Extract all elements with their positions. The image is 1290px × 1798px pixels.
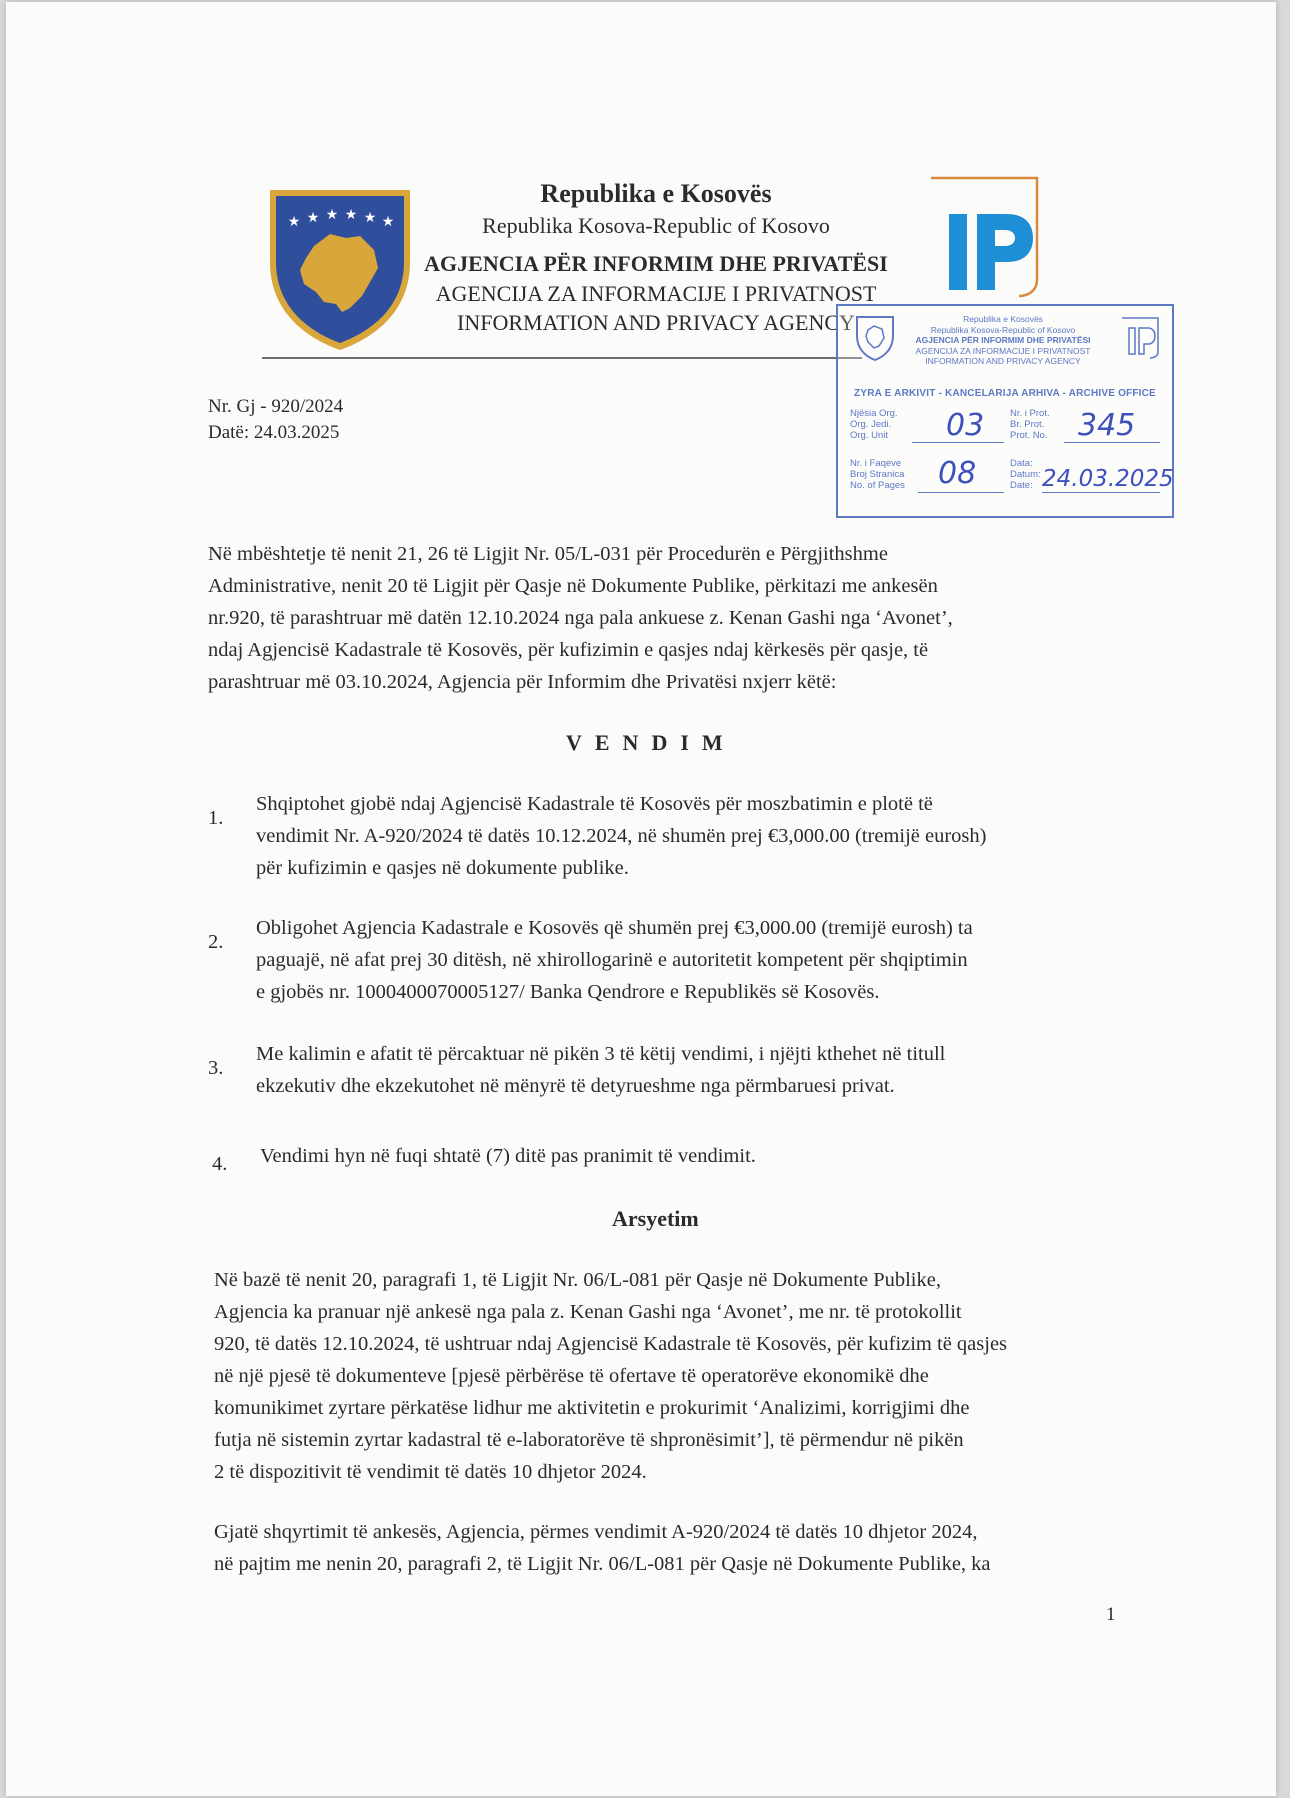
text-line: në pajtim me nenin 20, paragrafi 2, të Ligjit Nr. 06/L-081 për Qasje në Dokumente Publike, ka — [214, 1553, 991, 1575]
header-divider — [262, 357, 862, 359]
document-page — [6, 2, 1276, 1796]
stamp-label-line: Date: — [1010, 480, 1033, 491]
stamp-label-line: Data: — [1010, 458, 1033, 469]
svg-text:★: ★ — [287, 214, 301, 230]
stamp-emblem-icon — [854, 314, 896, 362]
stamp-label-line: Njësia Org. — [850, 408, 898, 419]
svg-text:★: ★ — [325, 207, 339, 223]
svg-text:★: ★ — [363, 210, 377, 226]
stamp-label-line: Datum: — [1010, 469, 1041, 480]
header-agency-albanian: AGJENCIA PËR INFORMIM DHE PRIVATËSI — [424, 251, 888, 276]
intro-paragraph — [208, 538, 1112, 698]
stamp-pages-line — [918, 492, 1004, 493]
point-text — [256, 788, 1112, 884]
reference-number: Nr. Gj - 920/2024 — [208, 396, 344, 417]
text-line: Në mbështetje të nenit 21, 26 të Ligjit Nr. 05/L-031 për Procedurën e Përgjithshme — [208, 543, 888, 565]
stamp-header-line: INFORMATION AND PRIVACY AGENCY — [925, 356, 1081, 366]
text-line: për kufizimin e qasjes në dokumente publike. — [256, 857, 629, 879]
text-line: paguajë, në afat prej 30 ditësh, në xhirollogarinë e autoritetit kompetent për shqiptimin — [256, 949, 968, 971]
header-republic-translations: Republika Kosova-Republic of Kosovo — [482, 213, 830, 238]
stamp-header — [898, 314, 1108, 367]
stamp-date-value: 24.03.2025 — [1042, 466, 1174, 492]
reasoning-paragraph — [214, 1516, 1116, 1580]
text-line: komunikimet zyrtare përkatëse lidhur me aktivitetin e prokurimit ‘Analizimi, korrigjimi dhe — [214, 1397, 970, 1419]
text-line: në një pjesë të dokumenteve [pjesë përbërëse të ofertave të operatorëve ekonomikë dhe — [214, 1365, 929, 1387]
text-line: Shqiptohet gjobë ndaj Agjencisë Kadastrale të Kosovës për moszbatimin e plotë të — [256, 793, 933, 815]
stamp-header-line: Republika e Kosovës — [963, 314, 1043, 324]
text-line: 920, të datës 12.10.2024, të ushtruar ndaj Agjencisë Kadastrale të Kosovës, për kufizim të qasjes — [214, 1333, 1008, 1355]
stamp-date-line — [1042, 492, 1160, 493]
stamp-pages-value: 08 — [938, 456, 977, 491]
text-line: Vendimi hyn në fuqi shtatë (7) ditë pas pranimit të vendimit. — [260, 1145, 756, 1167]
stamp-label-line: No. of Pages — [850, 480, 905, 491]
text-line: vendimit Nr. A-920/2024 të datës 10.12.2024, në shumën prej €3,000.00 (tremijë eurosh) — [256, 825, 987, 847]
stamp-label-line: Org. Jedi. — [850, 419, 892, 430]
text-line: Administrative, nenit 20 të Ligjit për Qasje në Dokumente Publike, përkitazi me ankesën — [208, 575, 938, 597]
reference-date: Datë: 24.03.2025 — [208, 422, 340, 443]
stamp-label-line: Br. Prot. — [1010, 419, 1045, 430]
text-line: nr.920, të parashtruar më datën 12.10.2024 nga pala ankuese z. Kenan Gashi nga ‘Avonet’, — [208, 607, 953, 629]
stamp-label-line: Prot. No. — [1010, 430, 1048, 441]
text-line: Agjencia ka pranuar një ankesë nga pala z. Kenan Gashi nga ‘Avonet’, me nr. të protokollit — [214, 1301, 962, 1323]
archive-stamp — [836, 304, 1174, 518]
stamp-ip-logo-icon — [1118, 314, 1162, 362]
text-line: Me kalimin e afatit të përcaktuar në pikën 3 të këtij vendimi, i njëjti kthehet në titull — [256, 1043, 946, 1065]
decision-title: VENDIM — [566, 730, 736, 755]
text-line: e gjobës nr. 1000400070005127/ Banka Qendrore e Republikës së Kosovës. — [256, 981, 880, 1003]
text-line: ndaj Agjencisë Kadastrale të Kosovës, për kufizimin e qasjes ndaj kërkesës për qasje, të — [208, 639, 929, 661]
stamp-date-label — [1010, 458, 1041, 491]
stamp-header-line: AGJENCIA PËR INFORMIM DHE PRIVATËSI — [915, 335, 1091, 345]
stamp-header-line: Republika Kosova-Republic of Kosovo — [930, 324, 1076, 335]
point-number: 4. — [212, 1153, 228, 1175]
kosovo-emblem-icon — [262, 184, 418, 352]
point-number: 2. — [208, 931, 224, 953]
text-line: 2 të dispozitivit të vendimit të datës 10 dhjetor 2024. — [214, 1461, 647, 1483]
point-text — [256, 1038, 1112, 1102]
stamp-label-line: Nr. i Faqeve — [850, 458, 902, 469]
ip-agency-logo-icon — [921, 172, 1051, 302]
page-number: 1 — [1106, 1604, 1116, 1625]
stamp-office-title: ZYRA E ARKIVIT - KANCELARIJA ARHIVA - ARCHIVE OFFICE — [854, 388, 1156, 399]
stamp-pages-label — [850, 458, 905, 491]
text-line: Gjatë shqyrtimit të ankesës, Agjencia, përmes vendimit A-920/2024 të datës 10 dhjetor 2024, — [214, 1521, 978, 1543]
stamp-label-line: Org. Unit — [850, 430, 889, 441]
text-line: Obligohet Agjencia Kadastrale e Kosovës që shumën prej €3,000.00 (tremijë eurosh) ta — [256, 917, 973, 939]
header-republic: Republika e Kosovës — [540, 179, 772, 208]
stamp-org-label — [850, 408, 898, 441]
text-line: ekzekutiv dhe ekzekutohet në mënyrë të detyrueshme nga përmbaruesi privat. — [256, 1075, 895, 1097]
text-line: Në bazë të nenit 20, paragrafi 1, të Ligjit Nr. 06/L-081 për Qasje në Dokumente Publike, — [214, 1269, 941, 1291]
stamp-prot-label — [1010, 408, 1050, 441]
svg-text:★: ★ — [381, 214, 395, 230]
point-number: 3. — [208, 1057, 224, 1079]
header-agency-serbian: AGENCIJA ZA INFORMACIJE I PRIVATNOST — [435, 281, 877, 306]
svg-text:★: ★ — [344, 207, 358, 223]
point-text — [256, 912, 1112, 1008]
reasoning-paragraph — [214, 1264, 1116, 1488]
document-reference — [208, 394, 343, 446]
point-number: 1. — [208, 807, 224, 829]
stamp-label-line: Nr. i Prot. — [1010, 408, 1050, 419]
stamp-header-line: AGENCIJA ZA INFORMACIJE I PRIVATNOST — [915, 345, 1091, 356]
svg-text:★: ★ — [306, 210, 320, 226]
point-text — [260, 1140, 1112, 1172]
reasoning-title: Arsyetim — [612, 1206, 699, 1231]
stamp-prot-value: 345 — [1078, 408, 1136, 443]
text-line: futja në sistemin zyrtar kadastral të e-laboratorëve të shpronësimit’], të përmendur në pikën — [214, 1429, 964, 1451]
stamp-org-value: 03 — [946, 408, 985, 443]
stamp-label-line: Broj Stranica — [850, 469, 905, 480]
header-agency-english: INFORMATION AND PRIVACY AGENCY — [457, 310, 855, 335]
text-line: parashtruar më 03.10.2024, Agjencia për Informim dhe Privatësi nxjerr këtë: — [208, 671, 837, 693]
